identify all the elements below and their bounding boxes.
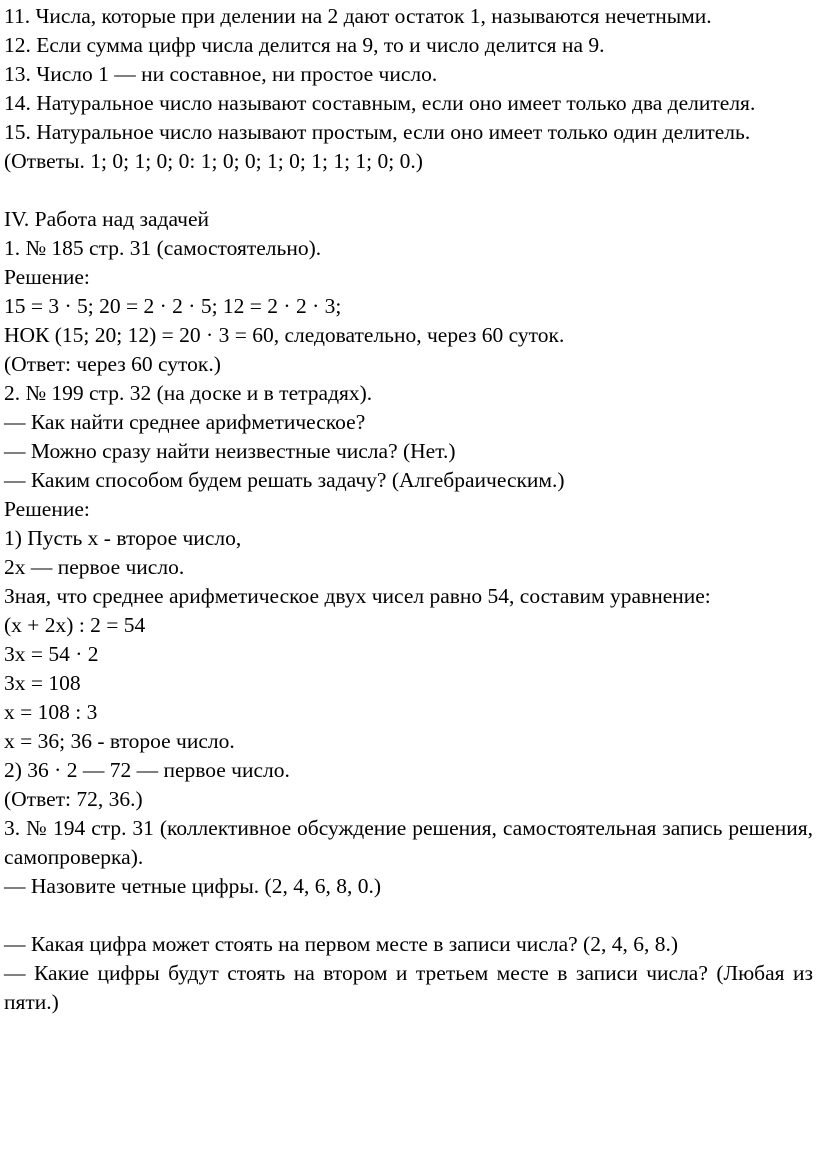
question-line: — Каким способом будем решать задачу? (Алгебраическим.) (4, 468, 565, 492)
question-line: — Назовите четные цифры. (2, 4, 6, 8, 0.) (4, 874, 381, 898)
document-page (4, 2, 813, 1017)
task-1-title: 1. № 185 стр. 31 (самостоятельно). (4, 236, 322, 260)
answers-line: (Ответы. 1; 0; 1; 0; 0: 1; 0; 0; 1; 0; 1; 1; 1; 0; 0.) (4, 149, 423, 173)
equation-line: х = 36; 36 - второе число. (4, 729, 235, 753)
section-heading: IV. Работа над задачей (4, 207, 210, 231)
question-line: — Какие цифры будут стоять на втором и третьем месте в записи числа? (Любая из пяти.) (4, 961, 813, 1014)
equation-line: 3х = 54 · 2 (4, 642, 99, 666)
solution-step: 2) 36 · 2 — 72 — первое число. (4, 758, 290, 782)
statement-11: 11. Числа, которые при делении на 2 дают остаток 1, называются нечетными. (4, 4, 712, 28)
factorization-line: 15 = 3 · 5; 20 = 2 · 2 · 5; 12 = 2 · 2 · 3; (4, 294, 342, 318)
statement-14: 14. Натуральное число называют составным, если оно имеет только два делителя. (4, 91, 756, 115)
blank-line (4, 901, 813, 930)
task-3-title: 3. № 194 стр. 31 (коллективное обсуждение решения, самостоятельная запись решения, самопроверка). (4, 816, 813, 869)
equation-line: (х + 2х) : 2 = 54 (4, 613, 146, 637)
question-line: — Можно сразу найти неизвестные числа? (Нет.) (4, 439, 456, 463)
equation-line: х = 108 : 3 (4, 700, 98, 724)
solution-step: 2х — первое число. (4, 555, 185, 579)
task-2-answer: (Ответ: 72, 36.) (4, 787, 143, 811)
solution-step: 1) Пусть х - второе число, (4, 526, 242, 550)
statement-15: 15. Натуральное число называют простым, если оно имеет только один делитель. (4, 120, 751, 144)
task-1-answer: (Ответ: через 60 суток.) (4, 352, 221, 376)
solution-label: Решение: (4, 497, 90, 521)
question-line: — Какая цифра может стоять на первом месте в записи числа? (2, 4, 6, 8.) (4, 932, 678, 956)
equation-line: 3х = 108 (4, 671, 81, 695)
solution-step: Зная, что среднее арифметическое двух чисел равно 54, составим уравнение: (4, 584, 711, 608)
lcm-line: НОК (15; 20; 12) = 20 · 3 = 60, следовательно, через 60 суток. (4, 323, 565, 347)
blank-line (4, 176, 813, 205)
statement-13: 13. Число 1 — ни составное, ни простое число. (4, 62, 438, 86)
task-2-title: 2. № 199 стр. 32 (на доске и в тетрадях). (4, 381, 373, 405)
solution-label: Решение: (4, 265, 90, 289)
statement-12: 12. Если сумма цифр числа делится на 9, то и число делится на 9. (4, 33, 605, 57)
question-line: — Как найти среднее арифметическое? (4, 410, 366, 434)
